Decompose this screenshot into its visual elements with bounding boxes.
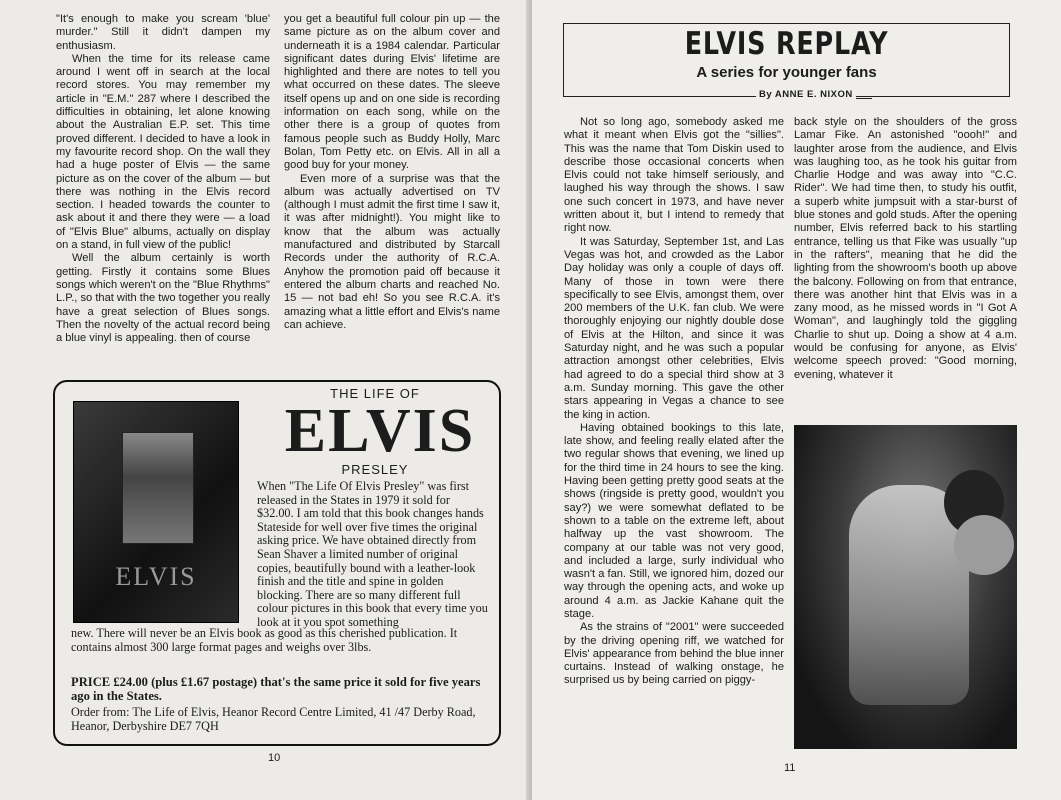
book-cover-title: ELVIS [115,562,197,591]
right-page [532,0,1061,800]
paragraph: you get a beautiful full colour pin up — the same picture as on the album cover and underneath it is a 1984 calendar. Particular significant dates during Elvis' lifetime are highlighted and there are notes to tell you what occurred on these dates. The sleeve itself opens up and on one side is recording information on each song, while on the other there is a group of quotes from famous people such as Buddy Holly, Marc Bolan, Tom Petty etc. on Elvis. All in all a good buy for your money. [284,13,500,172]
left-column-1 [56,13,270,345]
right-column-2 [794,116,1017,382]
ad-body-continued: new. There will never be an Elvis book as good as this cherished publication. It contains almost 300 large format pages and weighs over 3lbs. [71,626,458,654]
ad-order-address: Order from: The Life of Elvis, Heanor Record Centre Limited, 41 /47 Derby Road, Heanor, Derbyshire DE7 7QH [71,705,476,733]
left-column-2 [284,13,500,332]
elvis-concert-photo [794,425,1017,749]
book-cover-photo [122,432,194,544]
paragraph: Having obtained bookings to this late, late show, and feeling really elated after the two regular shows that evening, we lined up for the third time in 24 hours to see the king. Having been getting pretty good seats at the shows (ringside is pretty good, wouldn't you say?) we were somewhat deflated to be shown to a table on the extreme left, about halfway up the vast showroom. The company at our table was not very good, and included a large, surly individual who wasn't a fan. Still, we ignored him, dozed our way through the opening acts, and woke up around 4 a.m. as Jackie Kahane quit the stage. [564,421,784,620]
article-header-box [563,23,1010,97]
right-column-1 [564,116,784,688]
page-number: 11 [784,762,796,774]
ad-heading-top: THE LIFE OF [330,386,420,401]
ad-heading-bottom: PRESLEY [341,462,409,477]
paragraph: Even more of a surprise was that the album was actually advertised on TV (although I must admit the first time I saw it, it was after midnight!). You might like to know that the album was actually manufactured and distributed by Starcall Records under the authority of R.C.A. Anyhow the promotion paid off because it entered the album charts and reached No. 15 — not bad eh! So you see R.C.A. it's amazing what a little effort and Elvis's name can achieve. [284,172,500,331]
paragraph: When the time for its release came around I went off in search at the local record stores. You may remember my article in "E.M." 287 where I described the difficulties in obtaining, let alone knowing about the Australian E.P. set. This time proved different. I decided to have a look in my favourite record shop. On the wall they had a huge poster of Elvis — the same picture as on the cover of the album — but there was nothing in the Elvis record section. I headed towards the counter to ask about it and there they were — a load of "Elvis Blue" albums, actually on display on a stand, in full view of the public! [56,52,270,252]
ad-body-text: When "The Life Of Elvis Presley" was first released in the States in 1979 it sold for $32.00. I am told that this book changes hands Stateside for well over five times the original asking price. We have obtained directly from Sean Shaver a limited number of original copies, beautifully bound with a leather-look finish and the title and spine in golden blocking. There are so many different full colour pictures in this book that every time you look at it you spot something [257,479,488,629]
ad-heading-main: ELVIS [284,397,476,465]
book-cover-image [73,401,239,623]
paragraph: Well the album certainly is worth getting. Firstly it contains some Blues songs which weren't on the "Blue Rhythms" L.P., so that with the two together you really have a great selection of Blues songs. Then the novelty of the actual record being a blue vinyl is appealing. then of course [56,252,270,345]
ad-price: PRICE £24.00 (plus £1.67 postage) that's the same price it sold for five years ago in the States. [71,675,481,703]
book-advertisement [53,380,501,746]
article-title: ELVIS REPLAY [684,26,889,62]
page-number: 10 [268,752,281,764]
paragraph: "It's enough to make you scream 'blue' murder." Still it didn't dampen my enthusiasm. [56,13,270,52]
article-byline: By ANNE E. NIXON [756,89,856,100]
guitar-shape [954,515,1014,575]
paragraph: Not so long ago, somebody asked me what it meant when Elvis got the "sillies". This was the name that Tom Diskin used to describe those occasional concerts when Elvis could not take himself seriously, and laughed his way through the shows. I saw one such concert in 1973, and have never written about it, but I intend to remedy that right now. [564,116,784,235]
paragraph: back style on the shoulders of the gross Lamar Fike. An astonished "oooh!" and laughter arose from the audience, and Elvis was laughing too, as he took his guitar from Charlie Hodge and was away into "C.C. Rider". We had time then, to study his outfit, a superb white jumpsuit with a star-burst of blue stones and gold studs. After the opening number, Elvis referred back to his startling entrance, telling us that Fike was usually "up in the rafters", meaning that he did the lighting from the showroom's booth up above the balcony. Following on from that entrance, there was another hint that Elvis was in a zany mood, as he missed words in "I Got A Woman", and laughingly told the giggling Charlie to shut up. Doing a show at 4 a.m. would be confusing for anyone, as Elvis' welcome speech proved: "Good morning, evening, whatever it [794,116,1017,381]
article-subtitle: A series for younger fans [696,64,877,81]
paragraph: As the strains of "2001" were succeeded by the driving opening riff, we watched for Elvis' appearance from behind the blue inner curtains. Instead of walking onstage, he surprised us by being carried on piggy- [564,621,784,687]
paragraph: It was Saturday, September 1st, and Las Vegas was hot, and crowded as the Labor Day holiday was only a couple of days off. Many of those in town were there specifically to see Elvis, amongst them, over 200 members of the U.K. fan club. We were thoroughly enjoying our nightly double dose of Elvis at the Hilton, and since it was Saturday night, and he was such a popular attraction amongst other celebrities, Elvis had agreed to do a special third show at 3 a.m. Sunday morning. This gave the other stars appearing in Vegas a chance to see the king in action. [564,235,784,421]
left-page [0,0,530,800]
